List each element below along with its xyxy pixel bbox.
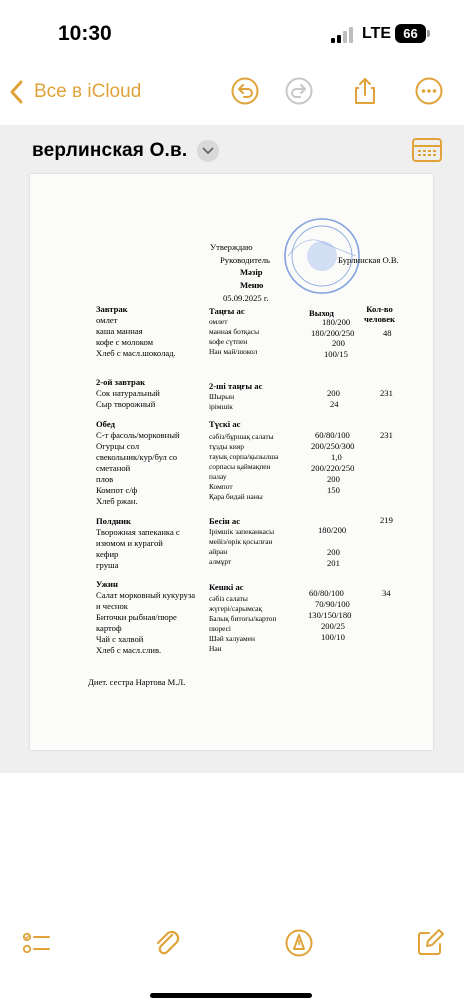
output-value: 24 [330,399,339,409]
chevron-left-icon [8,79,26,105]
menu-item-kz: тауық сорпа/қызылша [209,452,279,461]
menu-item-kz: сорпасы қаймақпен [209,462,271,471]
output-value: 100/15 [324,349,348,359]
battery-icon: 66 [395,24,426,43]
menu-item-kz: Нан [209,644,222,653]
output-value: 150 [327,485,340,495]
redo-icon[interactable] [284,76,314,106]
menu-item-kz: ірімшік [209,402,233,411]
battery-tip [427,30,430,37]
count-value: 231 [380,388,393,398]
menu-title: Меню [240,280,264,290]
chevron-down-icon[interactable] [197,140,219,162]
menu-item-kz: Компот [209,482,233,491]
network-type: LTE [362,25,392,42]
menu-item: и чеснок [96,601,128,611]
menu-item: Творожная запеканка с [96,527,180,537]
menu-item: Хлеб ржан. [96,496,138,506]
kz-breakfast-title: Таңғы ас [209,306,245,316]
menu-item: сметаной [96,463,131,473]
menu-item-kz: Қара бидай наны [209,492,263,501]
menu-item-kz: Нан май/шокол [209,347,258,356]
menu-item: Хлеб с масл.слив. [96,645,162,655]
menu-item: Сыр творожный [96,399,156,409]
bottom-toolbar [0,920,464,970]
menu-item-kz: палау [209,472,227,481]
count-value: 48 [383,328,392,338]
output-value: 200/250/300 [311,441,355,451]
attachment-title-row[interactable] [32,137,219,165]
output-value: 200 [327,388,340,398]
output-value: 200/220/250 [311,463,355,473]
breakfast2-title: 2-ой завтрак [96,377,146,387]
menu-item-kz: Балық битоғы/картоп [209,614,277,623]
menu-item: плов [96,474,114,484]
menu-item-kz: сәбіз салаты [209,594,248,603]
menu-item-kz: Шырын [209,392,235,401]
output-value: 201 [327,558,340,568]
output-value: 200 [327,547,340,557]
undo-icon[interactable] [230,76,260,106]
lunch-title: Обед [96,419,115,429]
menu-item-kz: манная ботқасы [209,327,260,336]
menu-item: свекольник/кур/бул со [96,452,178,462]
share-icon[interactable] [350,76,380,106]
approve-label: Утверждаю [210,242,253,252]
count-value: 231 [380,430,393,440]
kz-approve-label: Мәзір [240,267,263,277]
scan-keyboard-icon[interactable] [412,137,442,163]
output-header: Выход [309,308,334,318]
output-value: 180/200 [318,525,347,535]
output-value: 70/90/100 [315,599,350,609]
count-header: Кол-во человек [364,304,395,325]
attachment-title: верлинская О.в. [32,140,188,161]
count-value: 34 [382,588,391,598]
output-value: 100/10 [321,632,345,642]
menu-item: кофе с молоком [96,337,154,347]
menu-item-kz: алмұрт [209,557,232,566]
snack-title: Полдник [96,516,131,526]
kz-lunch-title: Түскі ас [209,419,241,429]
menu-item: омлет [96,315,118,325]
menu-item-kz: сәбіз/бұршақ салаты [209,432,274,441]
back-button-label: Все в iCloud [34,81,142,102]
kz-breakfast2-title: 2-ші таңғы ас [209,381,263,391]
dinner-title: Ужин [96,579,118,589]
clock: 10:30 [58,22,112,45]
menu-item-kz: тұзды кияр [209,442,244,451]
menu-item: Огурцы сол [96,441,140,451]
output-value: 180/200/250 [311,328,355,338]
menu-item: Чай с халвой [96,634,144,644]
output-value: 200 [327,474,340,484]
output-value: 1,0 [331,452,342,462]
menu-date: 05.09.2025 г. [223,293,269,303]
output-value: 200 [332,338,345,348]
menu-item-kz: пюресі [209,624,231,633]
count-value: 219 [380,515,393,525]
status-bar [0,0,464,70]
menu-item: Компот с/ф [96,485,138,495]
checklist-icon[interactable] [19,926,53,960]
menu-item-kz: мейіз/өрік қосылған [209,537,273,546]
menu-item: Салат морковный кукуруза [96,590,196,600]
menu-item: картоф [96,623,122,633]
menu-item: Сок натуральный [96,388,160,398]
kz-snack-title: Бесін ас [209,516,241,526]
menu-item: кефир [96,549,119,559]
output-value: 180/200 [322,317,351,327]
output-value: 130/150/180 [308,610,352,620]
menu-item-kz: айран [209,547,228,556]
document-footer: Диет. сестра Нартова М.Л. [88,677,186,687]
menu-item: изюмом и курагой [96,538,163,548]
director-line: Руководитель [220,255,270,265]
compose-icon[interactable] [413,926,447,960]
menu-item-kz: Шәй халуамен [209,634,255,643]
menu-item: Хлеб с масл.шоколад. [96,348,176,358]
cellular-signal-icon [331,27,355,43]
nav-bar [0,70,464,114]
director-name: Бурлинская О.В. [338,255,399,265]
menu-item-kz: жүгері/сарымсақ [209,604,263,613]
menu-item-kz: омлет [209,317,228,326]
breakfast-title: Завтрак [96,304,128,314]
home-indicator[interactable] [150,993,312,998]
menu-item-kz: Ірімшік запеканкасы [209,527,275,536]
kz-dinner-title: Кешкі ас [209,582,244,592]
menu-item: каша манная [96,326,143,336]
menu-item: С-т фасоль/морковный [96,430,180,440]
more-options-icon[interactable] [414,76,444,106]
back-button[interactable] [8,78,141,106]
output-value: 60/80/100 [309,588,344,598]
menu-item-kz: кофе сүтпен [209,337,248,346]
output-value: 60/80/100 [315,430,350,440]
menu-item: груша [96,560,119,570]
menu-item: Биточки рыбная/пюре [96,612,177,622]
paperclip-icon[interactable] [150,926,184,960]
scanned-document[interactable] [30,174,433,750]
output-value: 200/25 [321,621,345,631]
markup-pen-icon[interactable] [282,926,316,960]
